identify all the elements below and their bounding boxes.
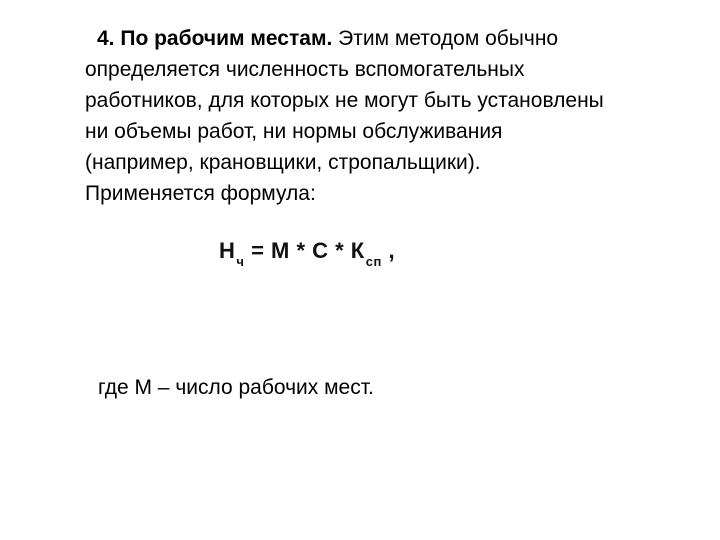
formula-rhs-subscript: сп <box>365 254 382 269</box>
description-line-2: определяется численность вспомогательных <box>85 58 525 81</box>
method-description <box>85 23 695 209</box>
description-line-5: (например, крановщики, стропальщики). <box>85 151 481 174</box>
formula-lhs-subscript: ч <box>236 254 245 269</box>
formula <box>219 238 396 269</box>
formula-lhs: Н <box>219 238 236 263</box>
description-line-3: работников, для которых не могут быть установлены <box>85 89 604 112</box>
description-line-6: Применяется формула: <box>85 182 316 205</box>
formula-note: где М – число рабочих мест. <box>98 376 374 399</box>
description-line-4: ни объемы работ, ни нормы обслуживания <box>85 120 503 143</box>
method-heading: 4. По рабочим местам. <box>97 27 333 50</box>
description-line-1 <box>85 23 695 54</box>
description-line-1-text: Этим методом обычно <box>332 27 559 50</box>
formula-tail: , <box>381 238 396 263</box>
formula-rhs: = М * С * К <box>244 238 365 263</box>
